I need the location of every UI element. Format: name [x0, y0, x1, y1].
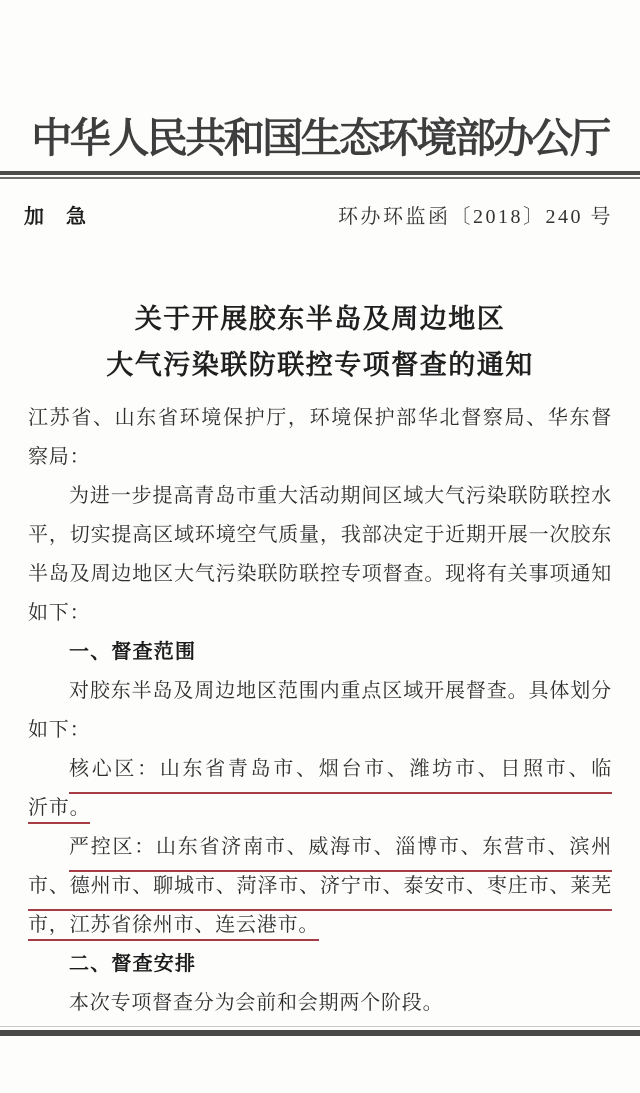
body-line-text: 如下： [28, 602, 91, 624]
body-line [28, 555, 612, 594]
body-line [28, 867, 612, 906]
body-line [28, 906, 612, 945]
agency-masthead: 中华人民共和国生态环境部办公厅 [31, 115, 609, 161]
body-line-text: 二、督查安排 [69, 953, 197, 975]
body-line-text: 如下： [28, 719, 91, 741]
body-line-text: 对胶东半岛及周边地区范围内重点区域开展督查。具体划分 [69, 680, 612, 702]
body-line-text: 平，切实提高区域环境空气质量，我部决定于近期开展一次胶东 [28, 524, 612, 546]
body-line [28, 516, 612, 555]
body-line [28, 750, 612, 789]
body-line [28, 711, 612, 750]
body-line-text: 本次专项督查分为会前和会期两个阶段。 [69, 992, 444, 1014]
red-underlined-text: 市、德州市、聊城市、菏泽市、济宁市、泰安市、枣庄市、莱芜 [28, 867, 612, 911]
masthead-rule-thick [0, 171, 640, 175]
section-heading [28, 945, 612, 984]
body-line-text: 为进一步提高青岛市重大活动期间区域大气污染联防联控水 [69, 485, 612, 507]
body-line [28, 789, 612, 828]
document-number: 环办环监函〔2018〕240 号 [338, 206, 613, 228]
body-line-text: 一、督查范围 [69, 641, 197, 663]
red-underlined-text: 市，江苏省徐州市、连云港市。 [28, 914, 319, 941]
meta-row [0, 203, 640, 231]
body-line [28, 438, 612, 477]
body-line [28, 594, 612, 633]
masthead-rule-thin [0, 177, 640, 179]
body-line [28, 399, 612, 438]
red-underlined-text: 沂市。 [28, 797, 90, 824]
red-underlined-text: 核心区：山东省青岛市、烟台市、潍坊市、日照市、临 [69, 750, 612, 794]
notice-title [0, 296, 640, 388]
body-line [28, 828, 612, 867]
notice-title-line: 大气污染联防联控专项督查的通知 [106, 350, 534, 380]
urgency-label: 加 急 [24, 206, 87, 228]
body-line-text: 江苏省、山东省环境保护厅，环境保护部华北督察局、华东督 [28, 407, 612, 429]
body-lines [28, 399, 612, 1023]
body-line [28, 984, 612, 1023]
footer-rule-thick [0, 1030, 640, 1036]
red-underlined-text: 严控区：山东省济南市、威海市、淄博市、东营市、滨州 [69, 828, 612, 872]
body-line [28, 672, 612, 711]
section-heading [28, 633, 612, 672]
footer-rule-thin [0, 1026, 640, 1027]
notice-title-line: 关于开展胶东半岛及周边地区 [134, 304, 506, 334]
body-line-text: 察局： [28, 446, 91, 468]
body-line-text: 半岛及周边地区大气污染联防联控专项督查。现将有关事项通知 [28, 563, 612, 585]
body-line [28, 477, 612, 516]
